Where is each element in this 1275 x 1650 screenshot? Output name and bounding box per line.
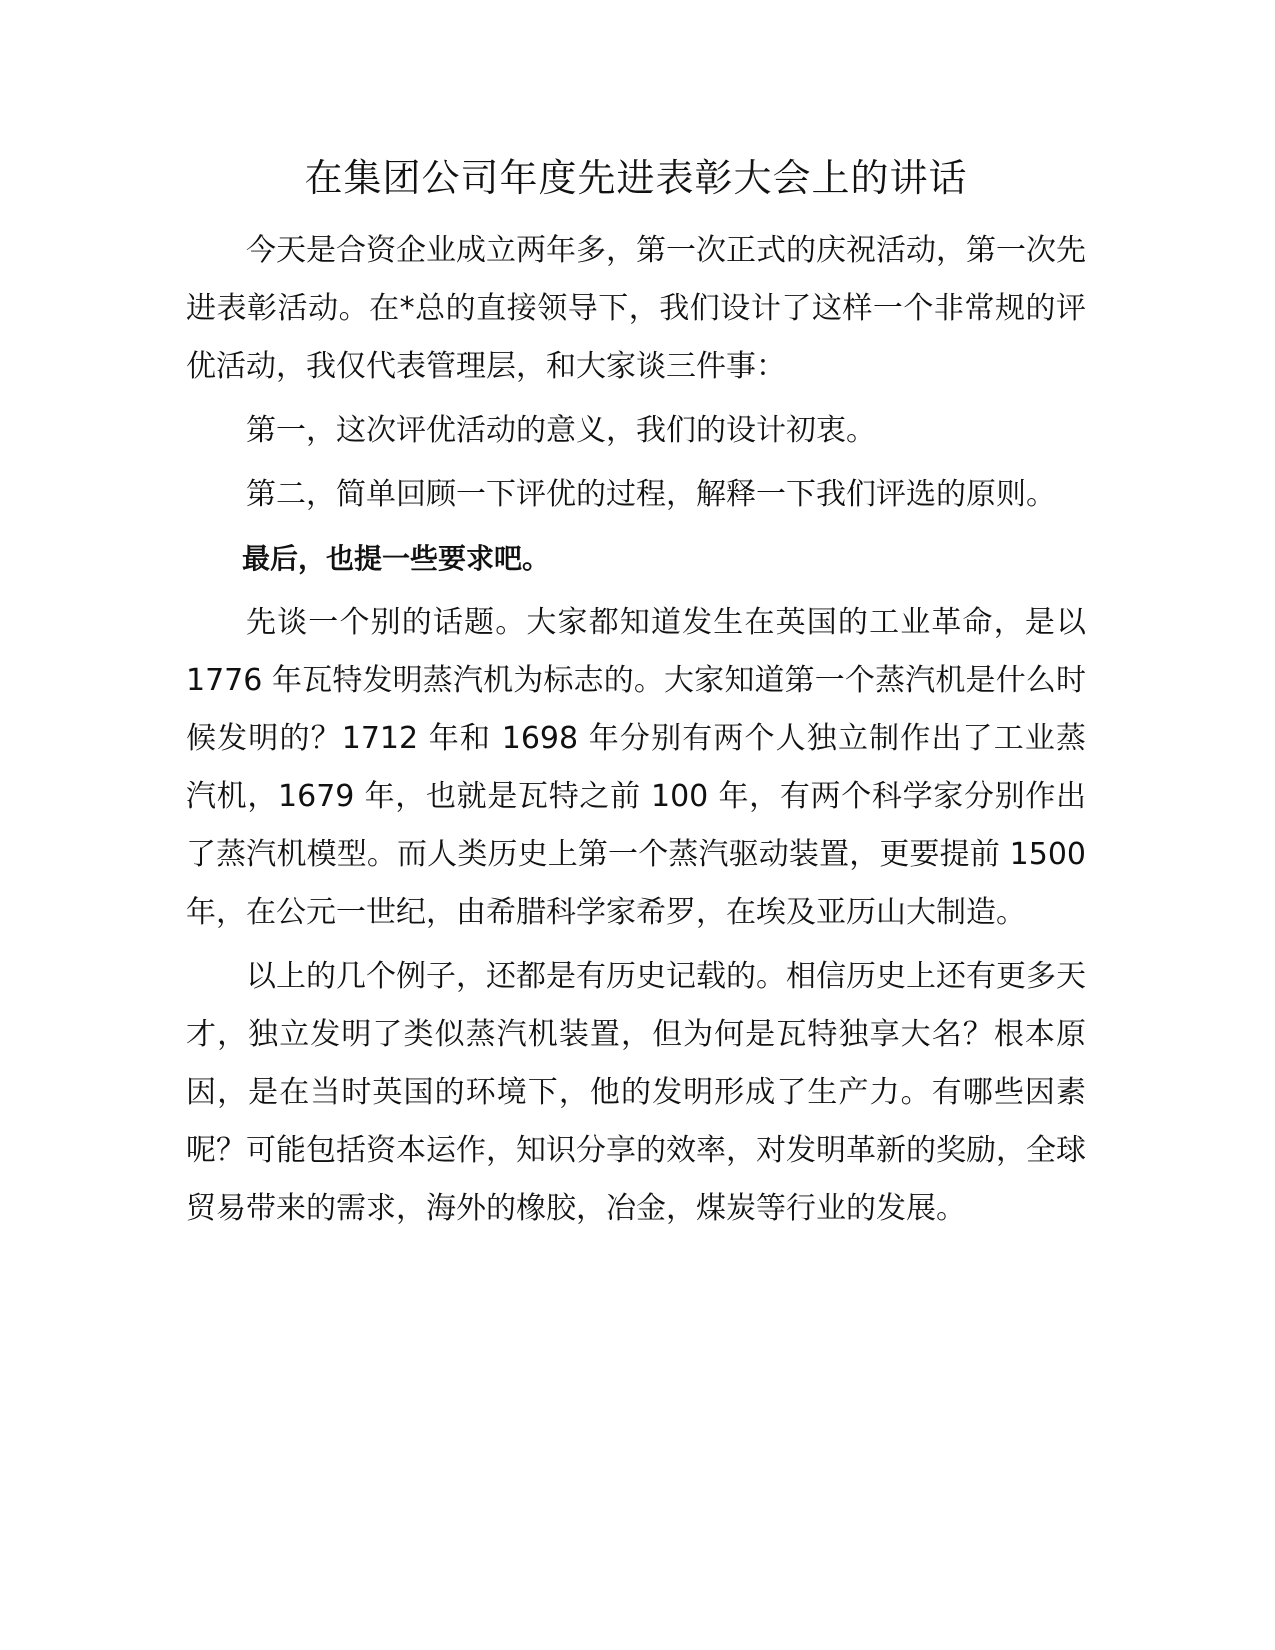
paragraph-intro: 今天是合资企业成立两年多，第一次正式的庆祝活动，第一次先进表彰活动。在*总的直接领导下，我们设计了这样一个非常规的评优活动，我仅代表管理层，和大家谈三件事： [186, 233, 1086, 384]
paragraph-point-last: 最后，也提一些要求吧。 [242, 542, 551, 575]
paragraph-steam-history: 先谈一个别的话题。大家都知道发生在英国的工业革命，是以 1776 年瓦特发明蒸汽机为标志的。大家知道第一个蒸汽机是什么时候发明的？1712 年和 1698 年分别有两个人独立制作出了工业蒸汽机，1679 年，也就是瓦特之前 100 年，有两个科学家分别作出了蒸汽机模型。而人类历史上第一个蒸汽驱动装置，更要提前 1500 年，在公元一世纪，由希腊科学家希罗，在埃及亚历山大制造。 [186, 605, 1086, 930]
paragraph-point-two: 第二，简单回顾一下评优的过程，解释一下我们评选的原则。 [246, 477, 1056, 512]
document-title: 在集团公司年度先进表彰大会上的讲话 [304, 156, 968, 200]
paragraph-watt-reason: 以上的几个例子，还都是有历史记载的。相信历史上还有更多天才，独立发明了类似蒸汽机装置，但为何是瓦特独享大名？根本原因，是在当时英国的环境下，他的发明形成了生产力。有哪些因素呢？可能包括资本运作，知识分享的效率，对发明革新的奖励，全球贸易带来的需求，海外的橡胶，冶金，煤炭等行业的发展。 [186, 959, 1086, 1226]
document-body [186, 222, 1086, 1244]
paragraph-point-one: 第一，这次评优活动的意义，我们的设计初衷。 [246, 413, 876, 448]
